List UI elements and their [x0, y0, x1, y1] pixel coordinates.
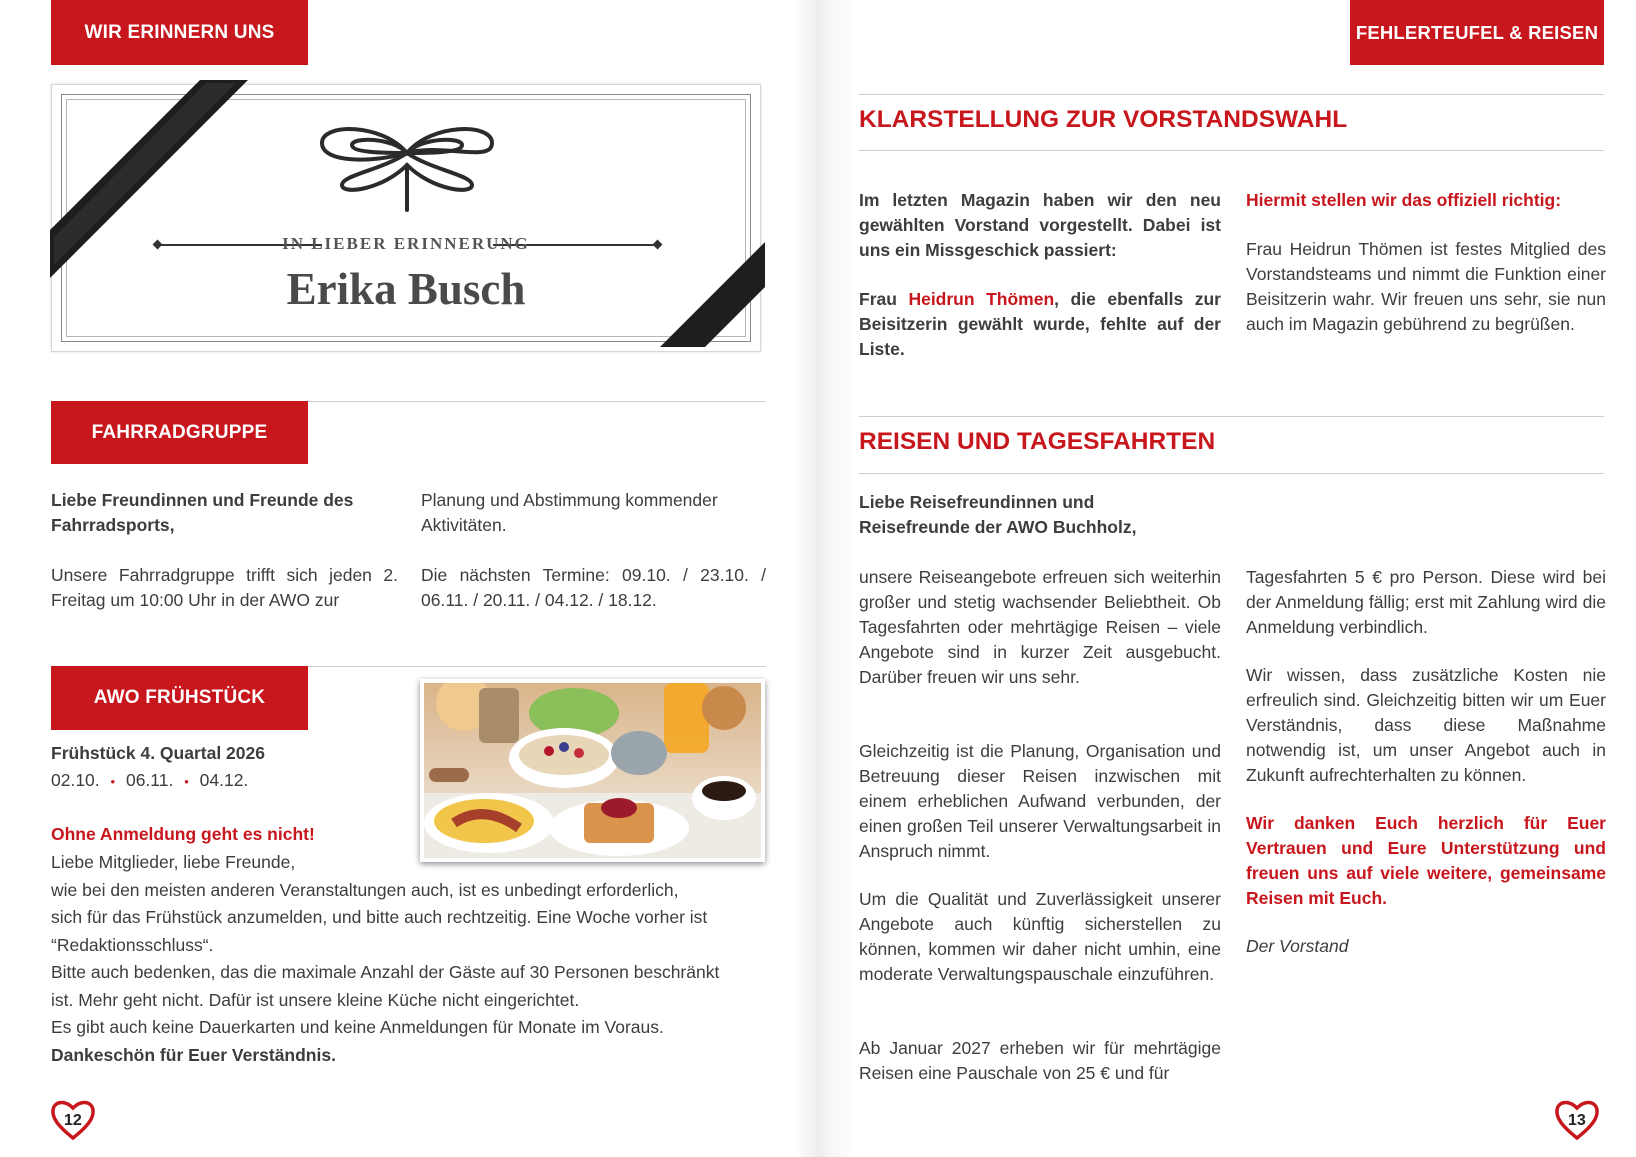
reisen-paragraph-1: unsere Reiseangebote erfreuen sich weiterhin großer und stetig wachsender Beliebtheit. Ob Tagesfahrten oder mehrtägige Reisen – viele Angebote sind in kurzer Zeit ausgebucht. Darüber freuen wir uns sehr.	[859, 567, 1221, 687]
flourish-ornament-icon	[312, 115, 502, 215]
fruehstueck-line: Bitte auch bedenken, das die maximale Anzahl der Gäste auf 30 Personen beschränkt	[51, 962, 720, 982]
page-number: 12	[64, 1112, 82, 1129]
vorstand-intro: Im letzten Magazin haben wir den neu gewählten Vorstand vorgestellt. Dabei ist uns ein Missgeschick passiert:	[859, 190, 1221, 260]
vorstand-missing-note: Frau Heidrun Thömen, die ebenfalls zur Beisitzerin gewählt wurde, fehlte auf der Liste.	[859, 289, 1221, 359]
reisen-paragraph-6: Wir wissen, dass zusätzliche Kosten nie erfreulich sind. Gleichzeitig bitten wir um Euer Verständnis, dass diese Maßnahme notwendig ist, um unser Angebot auch in Zukunft aufrechterhalten zu können.	[1246, 665, 1606, 785]
date-item: 04.12.	[199, 770, 249, 790]
fruehstueck-line: “Redaktionsschluss“.	[51, 934, 214, 955]
vorstand-heading: KLARSTELLUNG ZUR VORSTANDSWAHL	[859, 106, 1348, 133]
fruehstueck-thanks: Dankeschön für Euer Verständnis.	[51, 1044, 336, 1065]
reisen-greeting: Liebe Reisefreundinnen und Reisefreunde der AWO Buchholz,	[859, 492, 1137, 537]
fruehstueck-body	[51, 849, 791, 1069]
fahrrad-greeting: Liebe Freundinnen und Freunde des Fahrradsports,	[51, 490, 354, 535]
fahrrad-body-2: Planung und Abstimmung kommender Aktivitäten.	[421, 490, 718, 535]
fruehstueck-warning: Ohne Anmeldung geht es nicht!	[51, 824, 315, 844]
reisen-paragraph-2: Gleichzeitig ist die Planung, Organisation und Betreuung dieser Reisen inzwischen mit einem erheblichen Aufwand verbunden, der einen großen Teil unserer Verwaltungsarbeit in Anspruch nimmt.	[859, 741, 1221, 861]
section-divider	[859, 94, 1604, 95]
section-divider	[859, 150, 1604, 151]
reisen-paragraph-4: Ab Januar 2027 erheben wir für mehrtägige Reisen eine Pauschale von 25 € und für	[859, 1038, 1221, 1083]
fruehstueck-heading: Frühstück 4. Quartal 2026	[51, 743, 265, 763]
fruehstueck-line: Es gibt auch keine Dauerkarten und keine Anmeldungen für Monate im Voraus.	[51, 1017, 664, 1037]
date-item: 02.10.	[51, 770, 100, 790]
bullet-icon: •	[110, 774, 116, 789]
section-tab-fehlerteufel-reisen: FEHLERTEUFEL & REISEN	[1350, 0, 1604, 65]
highlighted-name: Heidrun Thömen	[908, 289, 1055, 309]
vorstand-correction-heading: Hiermit stellen wir das offiziell richtig:	[1246, 190, 1562, 210]
section-tab-wir-erinnern-uns: WIR ERINNERN UNS	[51, 0, 308, 65]
fahrrad-body-1: Unsere Fahrradgruppe trifft sich jeden 2. Freitag um 10:00 Uhr in der AWO zur	[51, 565, 398, 610]
reisen-heading: REISEN UND TAGESFAHRTEN	[859, 428, 1216, 455]
bullet-icon: •	[184, 774, 189, 789]
fruehstueck-line: wie bei den meisten anderen Veranstaltungen auch, ist es unbedingt erforderlich,	[51, 879, 679, 900]
fruehstueck-dates	[51, 768, 411, 794]
breakfast-photo	[420, 679, 765, 862]
gutter-shadow	[795, 0, 818, 1157]
fahrrad-body-3: Die nächsten Termine: 09.10. / 23.10. / 06.11. / 20.11. / 04.12. / 18.12.	[421, 565, 766, 610]
fruehstueck-line: ist. Mehr geht nicht. Dafür ist unsere kleine Küche nicht eingerichtet.	[51, 989, 580, 1010]
mourning-ribbon-icon	[50, 80, 250, 280]
mourning-ribbon-icon	[660, 242, 765, 352]
section-divider	[859, 416, 1604, 417]
reisen-thanks: Wir danken Euch herzlich für Euer Vertrauen und Eure Unterstützung und freuen uns auf viele weitere, gemeinsame Reisen mit Euch.	[1246, 813, 1606, 908]
section-tab-awo-fruehstueck: AWO FRÜHSTÜCK	[51, 666, 308, 730]
date-item: 06.11.	[125, 770, 174, 790]
reisen-paragraph-3: Um die Qualität und Zuverlässigkeit unserer Angebote auch künftig sicherstellen zu können, kommen wir daher nicht umhin, eine moderate Verwaltungspauschale einzuführen.	[859, 889, 1221, 984]
section-divider	[859, 473, 1604, 474]
reisen-paragraph-5: Tagesfahrten 5 € pro Person. Diese wird bei der Anmeldung fällig; erst mit Zahlung wird die Anmeldung verbindlich.	[1246, 567, 1606, 637]
memorial-subtitle: IN LIEBER ERINNERUNG	[282, 234, 530, 253]
right-page	[818, 0, 1636, 1157]
page-number: 13	[1568, 1112, 1586, 1129]
reisen-signature: Der Vorstand	[1246, 936, 1349, 956]
section-tab-fahrradgruppe: FAHRRADGRUPPE	[51, 401, 308, 464]
vorstand-correction-body: Frau Heidrun Thömen ist festes Mitglied des Vorstandsteams und nimmt die Funktion einer Beisitzerin wahr. Wir freuen uns sehr, sie nun auch im Magazin gebührend zu begrüßen.	[1246, 239, 1606, 334]
fruehstueck-line: Liebe Mitglieder, liebe Freunde,	[51, 852, 296, 872]
memorial-name: Erika Busch	[286, 264, 526, 314]
fruehstueck-line: sich für das Frühstück anzumelden, und bitte auch rechtzeitig. Eine Woche vorher ist	[51, 907, 708, 927]
